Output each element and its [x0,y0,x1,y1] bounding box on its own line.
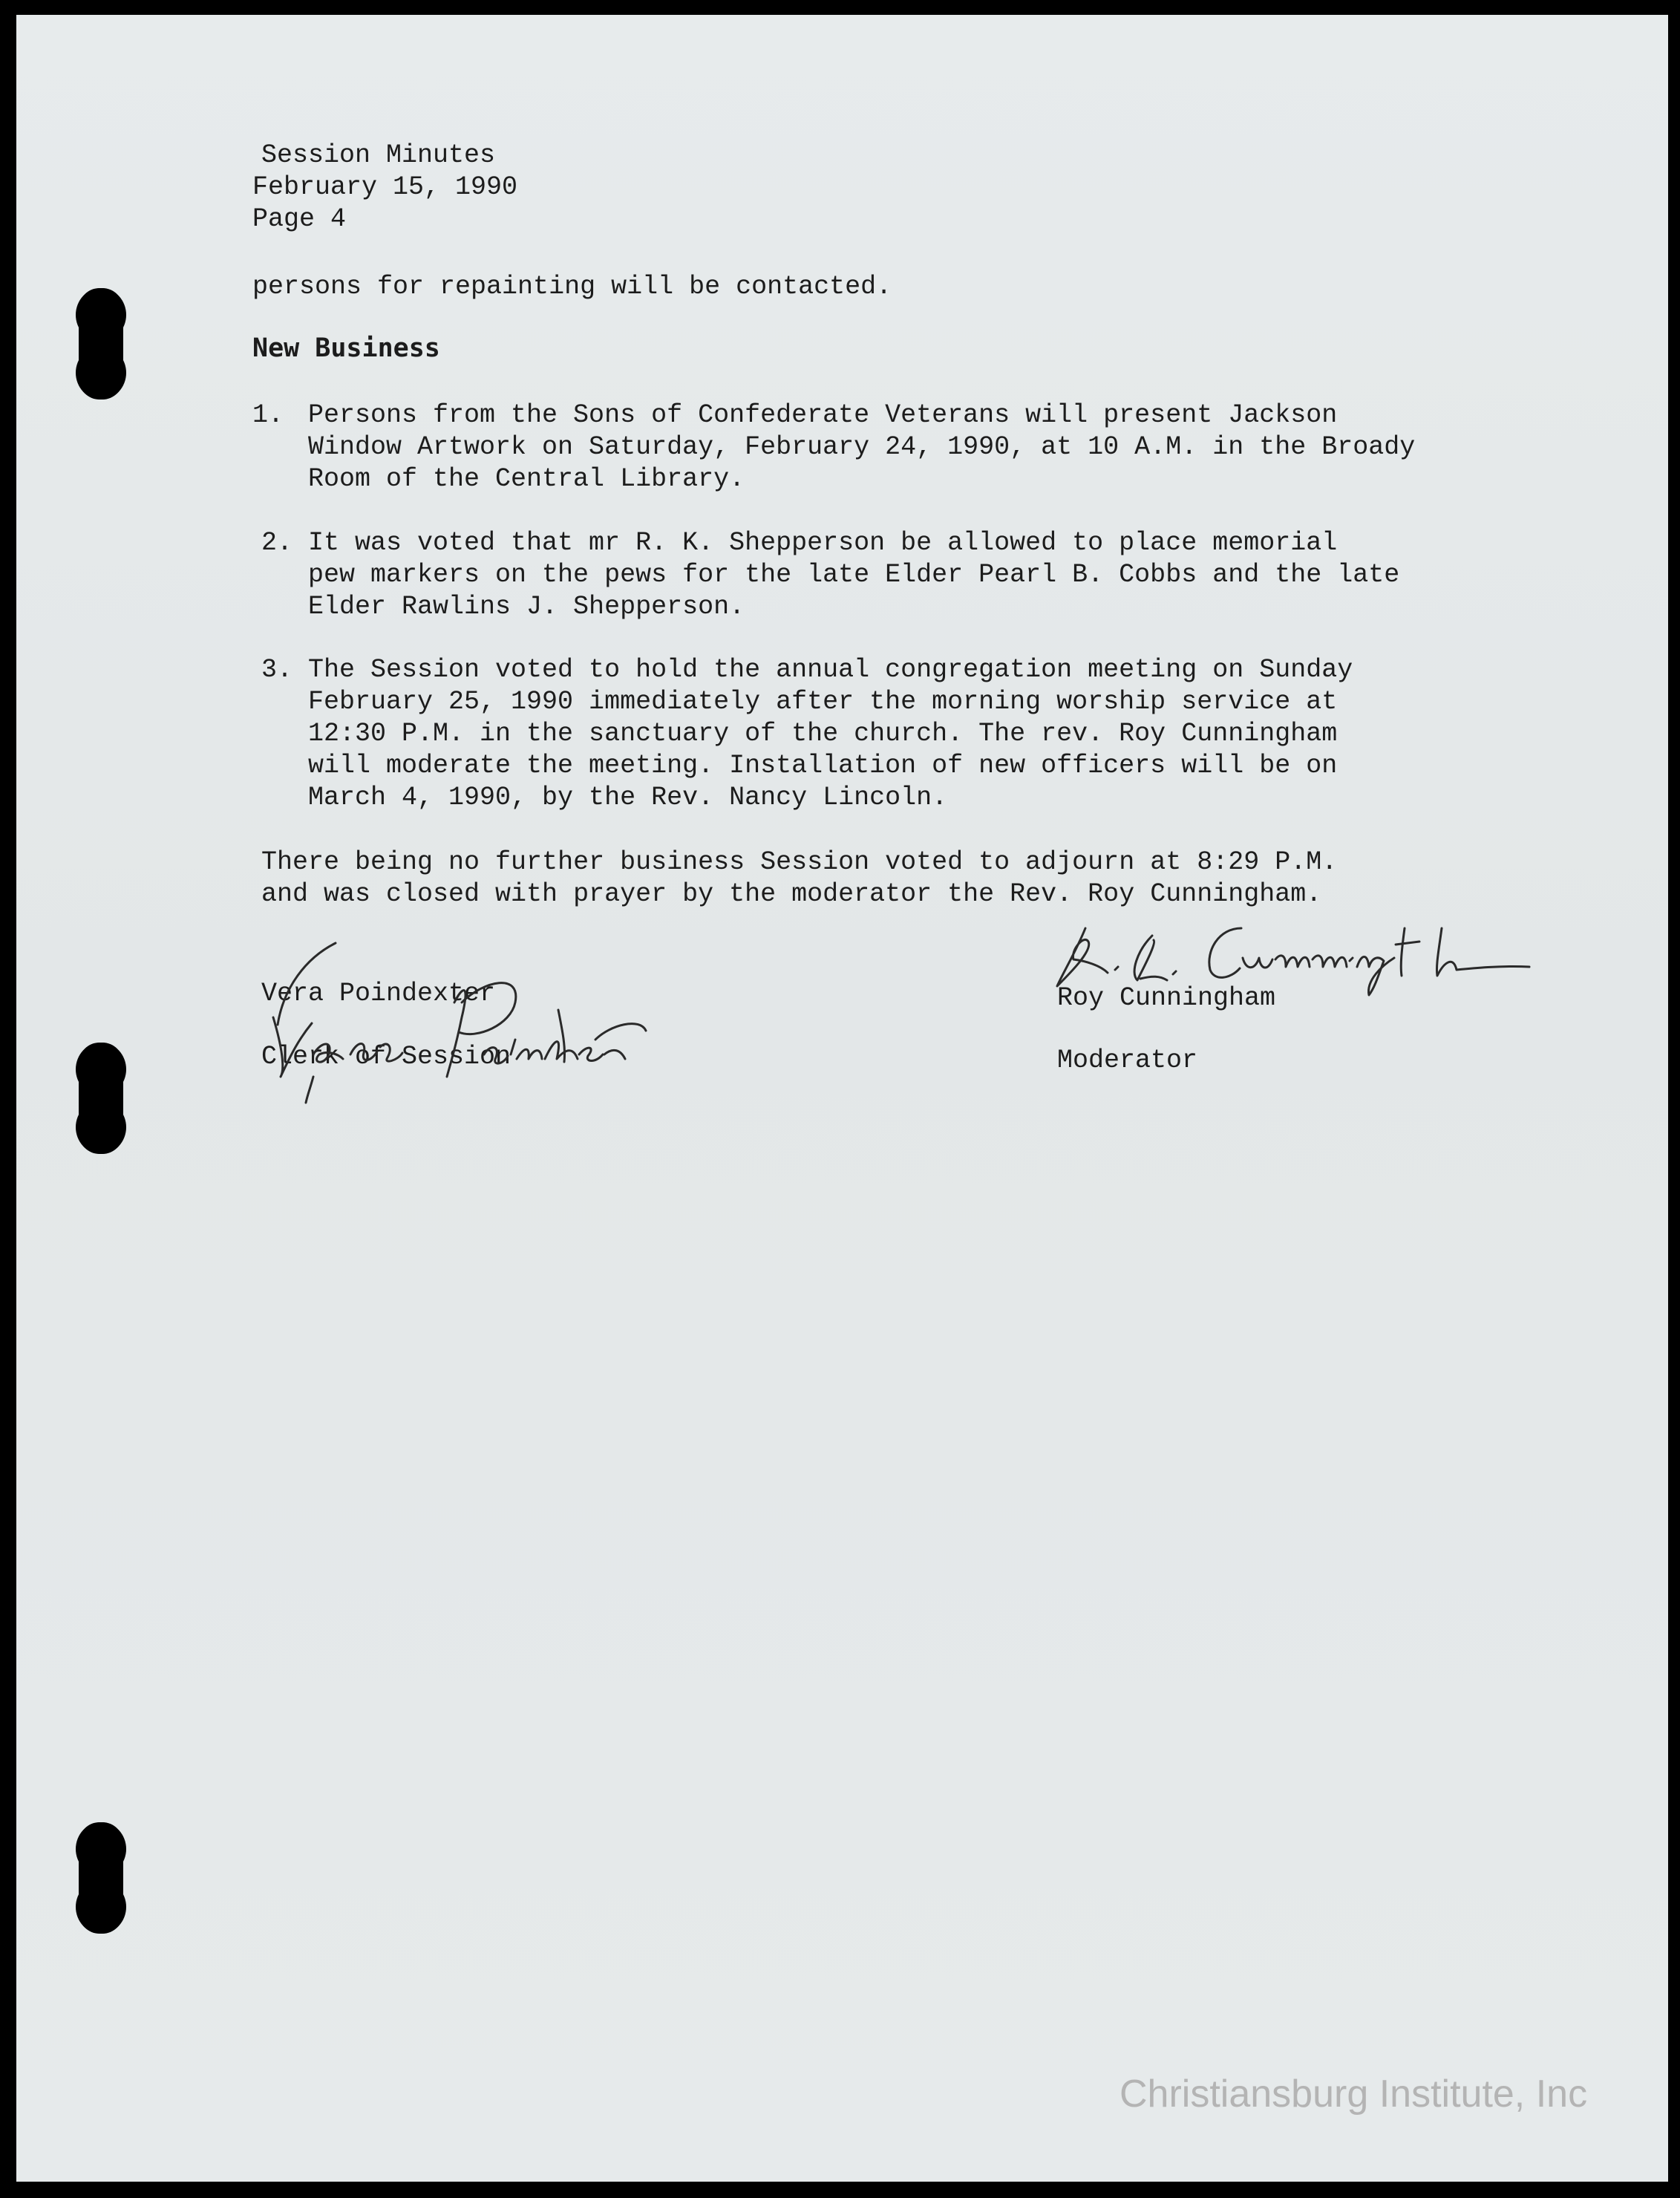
item-line: 12:30 P.M. in the sanctuary of the church. The rev. Roy Cunningham [308,719,1338,749]
section-heading: New Business [252,333,440,363]
watermark: Christiansburg Institute, Inc [1120,2073,1588,2116]
left-signatory-title: Clerk of Session [261,1042,511,1072]
item-number: 2. [261,528,293,558]
item-line: Elder Rawlins J. Shepperson. [308,592,745,622]
header-title: Session Minutes [261,140,496,170]
closing-line: There being no further business Session voted to adjourn at 8:29 P.M. [261,847,1338,877]
item-line: It was voted that mr R. K. Shepperson be allowed to place memorial [308,528,1338,558]
closing-line: and was closed with prayer by the moderator the Rev. Roy Cunningham. [261,879,1322,909]
right-signatory-name: Roy Cunningham [1057,983,1276,1013]
document-page [16,15,1668,2182]
punch-hole [79,1822,123,1934]
punch-hole [79,288,123,400]
item-line: will moderate the meeting. Installation of new officers will be on [308,751,1338,780]
moderator-handwritten-signature [1041,899,1560,1010]
item-line: pew markers on the pews for the late Elder Pearl B. Cobbs and the late [308,560,1400,590]
item-number: 3. [261,655,293,685]
right-signatory-title: Moderator [1057,1046,1198,1075]
header-date: February 15, 1990 [252,172,518,202]
item-line: March 4, 1990, by the Rev. Nancy Lincoln. [308,783,948,812]
item-number: 1. [252,400,284,430]
item-line: Room of the Central Library. [308,464,745,494]
item-line: Window Artwork on Saturday, February 24, 1990, at 10 A.M. in the Broady [308,432,1416,462]
item-line: Persons from the Sons of Confederate Veterans will present Jackson [308,400,1338,430]
header-page: Page 4 [252,204,347,234]
item-line: The Session voted to hold the annual congregation meeting on Sunday [308,655,1353,685]
item-line: February 25, 1990 immediately after the morning worship service at [308,687,1338,717]
continuation-text: persons for repainting will be contacted. [252,272,892,301]
clerk-handwritten-signature [239,928,655,1106]
punch-hole [79,1043,123,1154]
left-signatory-name: Vera Poindexter [261,979,496,1008]
